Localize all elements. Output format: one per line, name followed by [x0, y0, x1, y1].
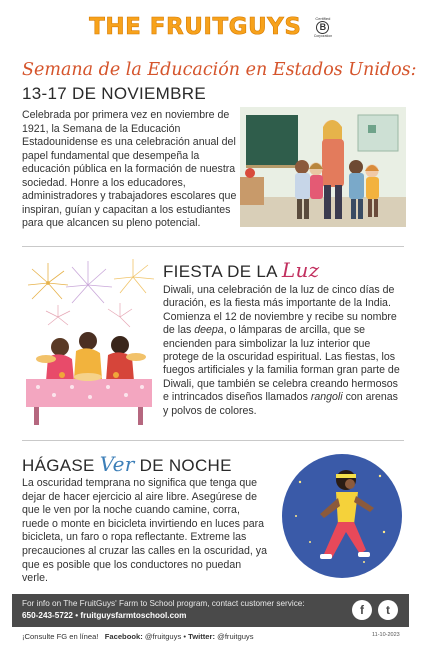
twitter-handle[interactable]: @fruitguys: [215, 632, 254, 641]
education-week-body: Celebrada por primera vez en noviembre de 1921, la Semana de la Educación Estadounidense es una celebración anual del papel fundamental que desempeña la educación pública en la formación de nuestra sociedad. Honre a los educadores, administradores y trabajadores escolares que inspiran, guían y capacitan a los estudiantes para que alcancen su pleno potencial.: [22, 109, 237, 229]
diwali-title: [163, 258, 319, 282]
twitter-icon[interactable]: t: [378, 600, 398, 620]
brand-logo: [0, 14, 421, 48]
diwali-body-rangoli: rangoli: [310, 391, 343, 404]
bcorp-letter: B: [316, 21, 329, 34]
bcorp-top-text: Certified: [315, 15, 331, 21]
document-code: 11-10-2023: [372, 632, 400, 638]
night-safety-title-suffix: DE NOCHE: [134, 456, 232, 475]
education-week-dates: 13-17 DE NOVIEMBRE: [22, 84, 206, 103]
night-safety-title-accent: Ver: [99, 452, 135, 476]
diwali-body-mid: , o lámparas de arcilla, que se encienden para simbolizar la luz interior que protege de la oscuridad espiritual. Las fiestas, los fuegos artificiales y la familia forman gran parte de Diwali, que también se celebra creando hermosos e intrincados diseños llamados: [163, 324, 400, 404]
footer-band: [12, 594, 409, 627]
section-divider: [22, 440, 404, 441]
social-links-line: [22, 632, 254, 641]
bcorp-badge-icon: [314, 16, 332, 39]
facebook-label: Facebook:: [104, 632, 143, 641]
diwali-body-deepa: deepa: [194, 324, 224, 337]
night-runner-illustration: [280, 452, 404, 582]
night-safety-body: La oscuridad temprana no significa que tenga que dejar de hacer ejercicio al aire libre. Asegúrese de que le ven por la noche cuando camine, corra, ruede o monte en bicicleta invirtiendo en luces para bicicleta, un faro o ropa reflectante. Extreme las precauciones al cruzar las calles en la oscuridad, ya que es posible que los conductores no puedan verle.: [22, 477, 267, 585]
bcorp-bottom-text: Corporation: [313, 33, 333, 38]
twitter-label: Twitter:: [188, 632, 215, 641]
diwali-title-accent: Luz: [281, 258, 320, 282]
diwali-illustration: [18, 255, 160, 430]
facebook-handle[interactable]: @fruitguys •: [142, 632, 189, 641]
diwali-title-prefix: FIESTA DE LA: [163, 262, 282, 281]
night-safety-title: [22, 452, 232, 476]
night-safety-title-prefix: HÁGASE: [22, 456, 100, 475]
footer-contact[interactable]: 650-243-5722 • fruitguysfarmtoschool.com: [22, 611, 187, 620]
facebook-icon[interactable]: f: [352, 600, 372, 620]
brand-name: THE FRUITGUYS: [89, 14, 302, 40]
classroom-illustration: [240, 107, 406, 227]
section-divider: [22, 246, 404, 247]
diwali-body: [163, 284, 403, 418]
education-week-title: Semana de la Educación en Estados Unidos:: [22, 60, 417, 80]
online-prompt: ¡Consulte FG en línea!: [22, 632, 99, 641]
diwali-body-end: con arenas y polvos de colores.: [163, 391, 398, 417]
diwali-body-start: Diwali, una celebración de la luz de cinco días de duración, es la fiesta más importante de la India. Comienza el 12 de noviembre y recibe su nombre de las: [163, 284, 397, 337]
footer-info: For info on The FruitGuys' Farm to School program, contact customer service:: [22, 599, 305, 608]
